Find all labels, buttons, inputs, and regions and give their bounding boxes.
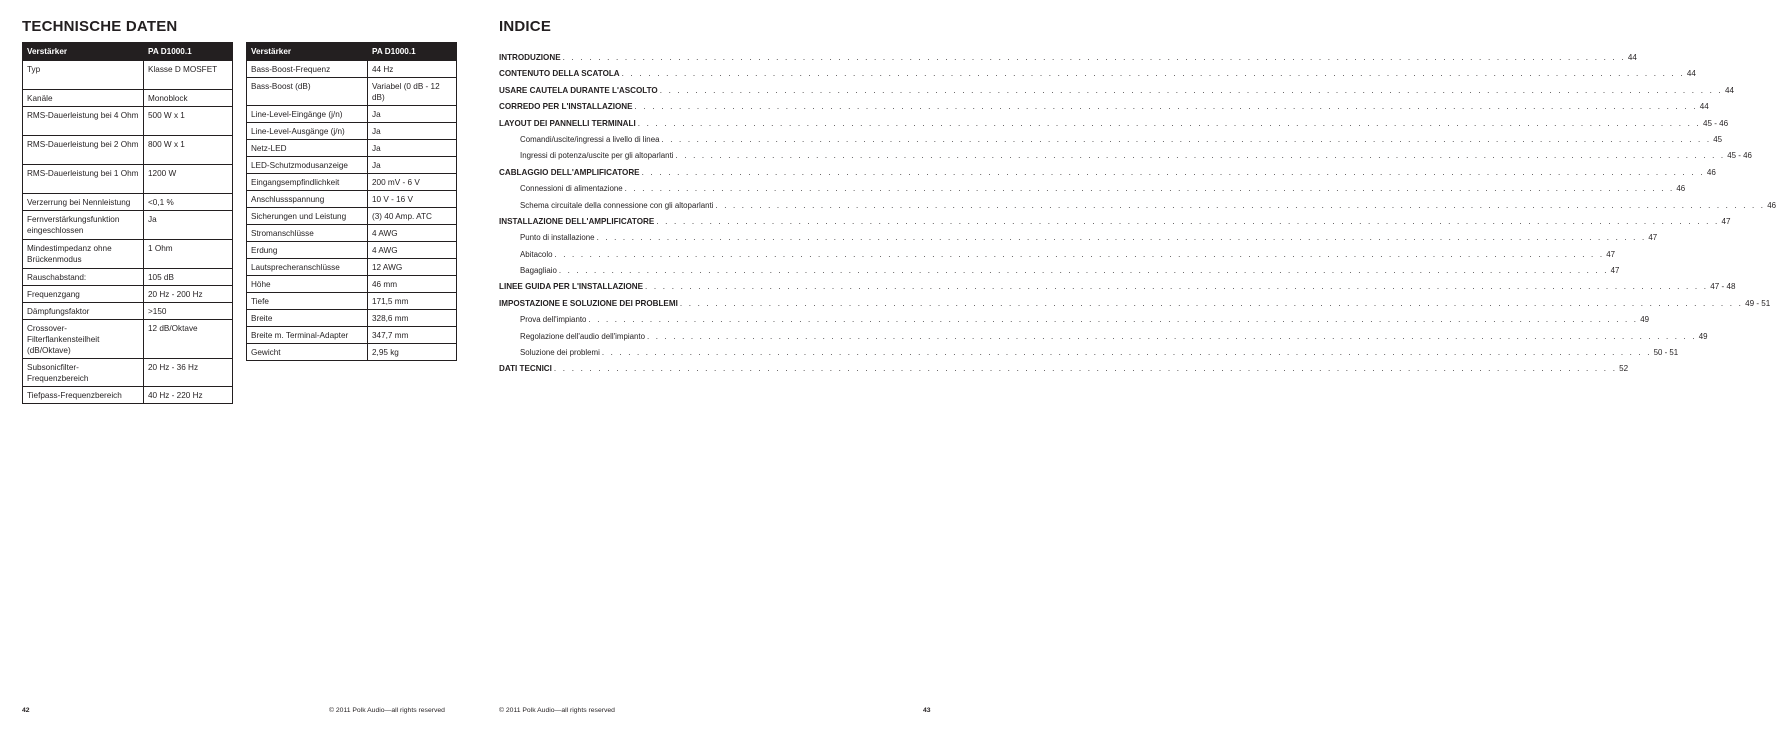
toc-title: Soluzione dei problemi: [520, 348, 600, 358]
toc-title: Ingressi di potenza/uscite per gli altoparlanti: [520, 151, 674, 161]
toc-entry: [499, 249, 1616, 266]
toc-leader-dots: . . . . . . . . . . . . . . . . . . . . . . . . . . . . . . . . . . . . . . . . . . . . . . . . . . . . . . . . . . . . . . . . . . . . . . . . . . . . . . . . . . . . . . . . . . . . . . . . . . . . . . . . . . . . . . . . . . . . . . . .: [637, 118, 1701, 128]
toc-page: 45 - 46: [1727, 151, 1752, 161]
table-row: [23, 240, 233, 269]
spec-value-cell: Variabel (0 dB - 12 dB): [368, 78, 457, 106]
copyright-text: © 2011 Polk Audio—all rights reserved: [329, 707, 445, 714]
toc-entry: [499, 134, 1723, 151]
toc-title: INTRODUZIONE: [499, 53, 561, 62]
toc-page: 44: [1686, 69, 1696, 79]
toc-title: CABLAGGIO DELL'AMPLIFICATORE: [499, 167, 640, 177]
toc-leader-dots: . . . . . . . . . . . . . . . . . . . . . . . . . . . . . . . . . . . . . . . . . . . . . . . . . . . . . . . . . . . . . . . . . . . . . . . . . . . . . . . . . . . . . . . . . . . . . . . . . . . . . . . . . . . . . . . . . . . . . . . .: [601, 348, 1652, 358]
spec-value-cell: Ja: [368, 140, 457, 157]
toc-entry: [499, 216, 1731, 233]
table-row: [247, 106, 457, 123]
toc-title: CONTENUTO DELLA SCATOLA: [499, 69, 620, 79]
spec-label-cell: Erdung: [247, 242, 368, 259]
toc-title: Schema circuitale della connessione con gli altoparlanti: [520, 200, 714, 210]
toc-leader-dots: . . . . . . . . . . . . . . . . . . . . . . . . . . . . . . . . . . . . . . . . . . . . . . . . . . . . . . . . . . . . . . . . . . . . . . . . . . . . . . . . . . . . . . . . . . . . . . . . . . . . . . . . . . . . . . . . . . . . . . . .: [624, 184, 1675, 194]
toc-leader-dots: . . . . . . . . . . . . . . . . . . . . . . . . . . . . . . . . . . . . . . . . . . . . . . . . . . . . . . . . . . . . . . . . . . . . . . . . . . . . . . . . . . . . . . . . . . . . . . . . . . . . . . . . . . . . . . . . . . . . . . . .: [661, 134, 1712, 144]
spec-label-cell: Tiefe: [247, 293, 368, 310]
table-row: [247, 78, 457, 106]
table-of-contents: [499, 53, 1776, 381]
table-row: [23, 269, 233, 286]
spec-label-cell: Höhe: [247, 276, 368, 293]
left-page: [0, 0, 477, 738]
spec-label-cell: Lautsprecheranschlüsse: [247, 259, 368, 276]
spec-value-cell: 20 Hz - 200 Hz: [144, 286, 233, 303]
spec-value-cell: 10 V - 16 V: [368, 191, 457, 208]
spec-value-cell: 20 Hz - 36 Hz: [144, 359, 233, 387]
page-number: 42: [22, 707, 30, 714]
toc-leader-dots: . . . . . . . . . . . . . . . . . . . . . . . . . . . . . . . . . . . . . . . . . . . . . . . . . . . . . . . . . . . . . . . . . . . . . . . . . . . . . . . . . . . . . . . . . . . . . . . . . . . . . . . . . . . . . . . . . . . . . . . .: [715, 200, 1766, 210]
spec-label-cell: Gewicht: [247, 344, 368, 361]
page-title-technische-daten: TECHNISCHE DATEN: [22, 18, 178, 35]
spec-label-cell: Breite: [247, 310, 368, 327]
table-row: [23, 107, 233, 136]
spec-label-cell: Line-Level-Eingänge (j/n): [247, 106, 368, 123]
column-header: Verstärker: [23, 43, 144, 61]
spec-value-cell: Ja: [144, 211, 233, 240]
spec-label-cell: Netz-LED: [247, 140, 368, 157]
toc-entry: [499, 118, 1729, 135]
spec-value-cell: 171,5 mm: [368, 293, 457, 310]
toc-entry: [499, 282, 1736, 298]
toc-entry: [499, 348, 1679, 364]
toc-leader-dots: . . . . . . . . . . . . . . . . . . . . . . . . . . . . . . . . . . . . . . . . . . . . . . . . . . . . . . . . . . . . . . . . . . . . . . . . . . . . . . . . . . . . . . . . . . . . . . . . . . . . . . . . . . . . . . . . . . . . . . . .: [679, 298, 1744, 308]
toc-title: LAYOUT DEI PANNELLI TERMINALI: [499, 118, 636, 128]
toc-entry: [499, 200, 1776, 217]
toc-page: 44: [1699, 102, 1709, 112]
toc-page: 49: [1698, 331, 1708, 341]
toc-title: Abitacolo: [520, 249, 553, 259]
toc-entry: [499, 233, 1658, 249]
toc-title: INSTALLAZIONE DELL'AMPLIFICATORE: [499, 216, 655, 226]
toc-leader-dots: . . . . . . . . . . . . . . . . . . . . . . . . . . . . . . . . . . . . . . . . . . . . . . . . . . . . . . . . . . . . . . . . . . . . . . . . . . . . . . . . . . . . . . . . . . . . . . . . . . . . . . . . . . . . . . . . . . . . . . . .: [646, 331, 1697, 341]
toc-page: 47: [1648, 233, 1658, 243]
spec-value-cell: 328,6 mm: [368, 310, 457, 327]
toc-entry: [499, 85, 1734, 102]
spec-label-cell: Frequenzgang: [23, 286, 144, 303]
toc-title: DATI TECNICI: [499, 364, 552, 374]
table-row: [247, 61, 457, 78]
spec-label-cell: RMS-Dauerleistung bei 2 Ohm: [23, 136, 144, 165]
toc-leader-dots: . . . . . . . . . . . . . . . . . . . . . . . . . . . . . . . . . . . . . . . . . . . . . . . . . . . . . . . . . . . . . . . . . . . . . . . . . . . . . . . . . . . . . . . . . . . . . . . . . . . . . . . . . . . . . . . . . . . . . . . .: [656, 216, 1720, 226]
copyright-text: © 2011 Polk Audio—all rights reserved: [499, 707, 615, 714]
table-row: [247, 208, 457, 225]
spec-label-cell: LED-Schutzmodusanzeige: [247, 157, 368, 174]
toc-leader-dots: . . . . . . . . . . . . . . . . . . . . . . . . . . . . . . . . . . . . . . . . . . . . . . . . . . . . . . . . . . . . . . . . . . . . . . . . . . . . . . . . . . . . . . . . . . . . . . . . . . . . . . . . . . . . . . . . . . . . . . . .: [562, 53, 1626, 62]
column-header: Verstärker: [247, 43, 368, 61]
table-row: [247, 123, 457, 140]
toc-leader-dots: . . . . . . . . . . . . . . . . . . . . . . . . . . . . . . . . . . . . . . . . . . . . . . . . . . . . . . . . . . . . . . . . . . . . . . . . . . . . . . . . . . . . . . . . . . . . . . . . . . . . . . . . . . . . . . . . . . . . . . . .: [659, 85, 1723, 95]
toc-page: 45: [1713, 134, 1723, 144]
toc-entry: [499, 315, 1649, 331]
table-row: [23, 359, 233, 387]
toc-leader-dots: . . . . . . . . . . . . . . . . . . . . . . . . . . . . . . . . . . . . . . . . . . . . . . . . . . . . . . . . . . . . . . . . . . . . . . . . . . . . . . . . . . . . . . . . . . . . . . . . . . . . . . . . . . . . . . . . . . . . . . . .: [558, 266, 1609, 276]
spec-label-cell: Rauschabstand:: [23, 269, 144, 286]
table-header-row: [247, 43, 457, 61]
spec-value-cell: Ja: [368, 106, 457, 123]
table-row: [23, 303, 233, 320]
toc-leader-dots: . . . . . . . . . . . . . . . . . . . . . . . . . . . . . . . . . . . . . . . . . . . . . . . . . . . . . . . . . . . . . . . . . . . . . . . . . . . . . . . . . . . . . . . . . . . . . . . . . . . . . . . . . . . . . . . . . . . . . . . .: [553, 364, 1618, 374]
toc-leader-dots: . . . . . . . . . . . . . . . . . . . . . . . . . . . . . . . . . . . . . . . . . . . . . . . . . . . . . . . . . . . . . . . . . . . . . . . . . . . . . . . . . . . . . . . . . . . . . . . . . . . . . . . . . . . . . . . . . . . . . . . .: [641, 167, 1705, 177]
toc-title: USARE CAUTELA DURANTE L'ASCOLTO: [499, 85, 658, 95]
spec-value-cell: Ja: [368, 157, 457, 174]
toc-title: CORREDO PER L'INSTALLAZIONE: [499, 102, 633, 112]
toc-leader-dots: . . . . . . . . . . . . . . . . . . . . . . . . . . . . . . . . . . . . . . . . . . . . . . . . . . . . . . . . . . . . . . . . . . . . . . . . . . . . . . . . . . . . . . . . . . . . . . . . . . . . . . . . . . . . . . . . . . . . . . . .: [675, 151, 1726, 161]
spec-label-cell: Bass-Boost (dB): [247, 78, 368, 106]
spec-label-cell: RMS-Dauerleistung bei 1 Ohm: [23, 165, 144, 194]
spec-label-cell: Sicherungen und Leistung: [247, 208, 368, 225]
spec-value-cell: 12 dB/Oktave: [144, 320, 233, 359]
toc-page: 49: [1640, 315, 1649, 325]
toc-page: 44: [1627, 53, 1637, 62]
spec-label-cell: Fernverstärkungsfunktion eingeschlossen: [23, 211, 144, 240]
page-title-indice: INDICE: [499, 18, 552, 35]
spec-value-cell: 4 AWG: [368, 225, 457, 242]
table-row: [23, 61, 233, 90]
toc-page: 50 - 51: [1653, 348, 1679, 358]
spec-value-cell: Ja: [368, 123, 457, 140]
spec-value-cell: 347,7 mm: [368, 327, 457, 344]
toc-title: LINEE GUIDA PER L'INSTALLAZIONE: [499, 282, 644, 292]
table-row: [247, 225, 457, 242]
toc-page: 47: [1721, 216, 1731, 226]
spec-label-cell: Crossover-Filterflankensteilheit (dB/Oktave): [23, 320, 144, 359]
toc-entry: [499, 102, 1709, 118]
spec-label-cell: Dämpfungsfaktor: [23, 303, 144, 320]
toc-page: 45 - 46: [1702, 118, 1729, 128]
toc-title: Regolazione dell'audio dell'impianto: [520, 331, 645, 341]
spec-value-cell: 1200 W: [144, 165, 233, 194]
toc-entry: [499, 53, 1637, 69]
table-row: [247, 310, 457, 327]
table-row: [247, 191, 457, 208]
table-row: [23, 90, 233, 107]
toc-page: 44: [1724, 85, 1734, 95]
table-row: [23, 286, 233, 303]
toc-leader-dots: . . . . . . . . . . . . . . . . . . . . . . . . . . . . . . . . . . . . . . . . . . . . . . . . . . . . . . . . . . . . . . . . . . . . . . . . . . . . . . . . . . . . . . . . . . . . . . . . . . . . . . . . . . . . . . . . . . . . . . . .: [645, 282, 1709, 292]
spec-label-cell: Stromanschlüsse: [247, 225, 368, 242]
toc-page: 49 - 51: [1745, 298, 1771, 308]
toc-entry: [499, 266, 1620, 282]
table-row: [247, 276, 457, 293]
toc-leader-dots: . . . . . . . . . . . . . . . . . . . . . . . . . . . . . . . . . . . . . . . . . . . . . . . . . . . . . . . . . . . . . . . . . . . . . . . . . . . . . . . . . . . . . . . . . . . . . . . . . . . . . . . . . . . . . . . . . . . . . . . .: [588, 315, 1639, 325]
toc-page: 47: [1606, 249, 1616, 259]
spec-value-cell: (3) 40 Amp. ATC: [368, 208, 457, 225]
toc-title: Punto di installazione: [520, 233, 595, 243]
toc-page: 46: [1676, 184, 1686, 194]
toc-leader-dots: . . . . . . . . . . . . . . . . . . . . . . . . . . . . . . . . . . . . . . . . . . . . . . . . . . . . . . . . . . . . . . . . . . . . . . . . . . . . . . . . . . . . . . . . . . . . . . . . . . . . . . . . . . . . . . . . . . . . . . . .: [621, 69, 1685, 79]
table-row: [23, 136, 233, 165]
spec-value-cell: 46 mm: [368, 276, 457, 293]
toc-title: Connessioni di alimentazione: [520, 184, 623, 194]
table-row: [23, 211, 233, 240]
toc-entry: [499, 364, 1629, 380]
table-row: [247, 344, 457, 361]
spec-label-cell: Typ: [23, 61, 144, 90]
toc-page: 47: [1610, 266, 1620, 276]
spec-value-cell: 1 Ohm: [144, 240, 233, 269]
spec-value-cell: 12 AWG: [368, 259, 457, 276]
spec-label-cell: Eingangsempfindlichkeit: [247, 174, 368, 191]
table-row: [23, 194, 233, 211]
column-header: PA D1000.1: [368, 43, 457, 61]
spec-value-cell: 200 mV - 6 V: [368, 174, 457, 191]
toc-entry: [499, 331, 1708, 348]
spec-value-cell: 2,95 kg: [368, 344, 457, 361]
table-row: [247, 157, 457, 174]
toc-title: IMPOSTAZIONE E SOLUZIONE DEI PROBLEMI: [499, 298, 678, 308]
column-header: PA D1000.1: [144, 43, 233, 61]
table-row: [247, 242, 457, 259]
spec-label-cell: Breite m. Terminal-Adapter: [247, 327, 368, 344]
spec-value-cell: 800 W x 1: [144, 136, 233, 165]
toc-entry: [499, 298, 1771, 315]
table-row: [247, 293, 457, 310]
spec-label-cell: Anschlussspannung: [247, 191, 368, 208]
toc-entry: [499, 167, 1716, 184]
spec-value-cell: Klasse D MOSFET: [144, 61, 233, 90]
spec-value-cell: 40 Hz - 220 Hz: [144, 387, 233, 404]
spec-label-cell: Verzerrung bei Nennleistung: [23, 194, 144, 211]
spec-value-cell: 4 AWG: [368, 242, 457, 259]
toc-title: Bagagliaio: [520, 266, 557, 276]
toc-leader-dots: . . . . . . . . . . . . . . . . . . . . . . . . . . . . . . . . . . . . . . . . . . . . . . . . . . . . . . . . . . . . . . . . . . . . . . . . . . . . . . . . . . . . . . . . . . . . . . . . . . . . . . . . . . . . . . . . . . . . . . . .: [554, 249, 1605, 259]
spec-table-2: [246, 42, 457, 361]
spec-label-cell: Subsonicfilter-Frequenzbereich: [23, 359, 144, 387]
toc-leader-dots: . . . . . . . . . . . . . . . . . . . . . . . . . . . . . . . . . . . . . . . . . . . . . . . . . . . . . . . . . . . . . . . . . . . . . . . . . . . . . . . . . . . . . . . . . . . . . . . . . . . . . . . . . . . . . . . . . . . . . . . .: [634, 102, 1698, 112]
spec-label-cell: Mindestimpedanz ohne Brückenmodus: [23, 240, 144, 269]
page-number: 43: [923, 707, 931, 714]
spec-value-cell: <0,1 %: [144, 194, 233, 211]
spec-label-cell: Line-Level-Ausgänge (j/n): [247, 123, 368, 140]
toc-leader-dots: . . . . . . . . . . . . . . . . . . . . . . . . . . . . . . . . . . . . . . . . . . . . . . . . . . . . . . . . . . . . . . . . . . . . . . . . . . . . . . . . . . . . . . . . . . . . . . . . . . . . . . . . . . . . . . . . . . . . . . . .: [596, 233, 1647, 243]
table-row: [247, 327, 457, 344]
spec-value-cell: 44 Hz: [368, 61, 457, 78]
toc-page: 47 - 48: [1710, 282, 1736, 292]
spec-label-cell: Tiefpass-Frequenzbereich: [23, 387, 144, 404]
right-page: [477, 0, 1776, 738]
toc-entry: [499, 69, 1696, 85]
table-row: [247, 140, 457, 157]
toc-page: 46: [1706, 167, 1716, 177]
spec-label-cell: RMS-Dauerleistung bei 4 Ohm: [23, 107, 144, 136]
spec-value-cell: 105 dB: [144, 269, 233, 286]
table-row: [23, 165, 233, 194]
toc-page: 46: [1767, 200, 1776, 210]
table-header-row: [23, 43, 233, 61]
spec-value-cell: >150: [144, 303, 233, 320]
table-row: [247, 259, 457, 276]
spec-label-cell: Bass-Boost-Frequenz: [247, 61, 368, 78]
table-row: [247, 174, 457, 191]
toc-page: 52: [1619, 364, 1629, 374]
toc-entry: [499, 184, 1686, 200]
toc-entry: [499, 151, 1752, 167]
spec-table-1: [22, 42, 233, 404]
spec-label-cell: Kanäle: [23, 90, 144, 107]
spec-value-cell: Monoblock: [144, 90, 233, 107]
table-row: [23, 387, 233, 404]
toc-title: Comandi/uscite/ingressi a livello di linea: [520, 134, 660, 144]
spec-value-cell: 500 W x 1: [144, 107, 233, 136]
toc-title: Prova dell'impianto: [520, 315, 587, 325]
table-row: [23, 320, 233, 359]
